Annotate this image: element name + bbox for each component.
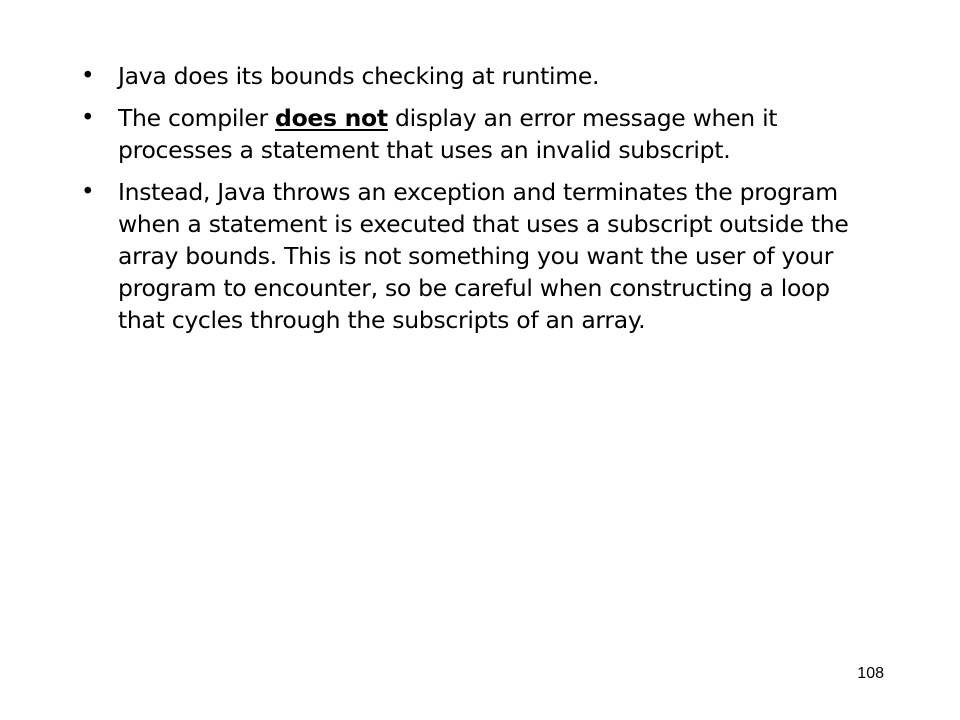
bullet-emphasis: does not [275,104,388,132]
bullet-icon: • [81,105,95,131]
bullet-list [78,60,878,346]
bullet-item-exception [78,176,878,336]
bullet-text: Java does its bounds checking at runtime. [118,62,600,90]
bullet-item-runtime-checking [78,60,878,92]
bullet-text-after: display an error message when it processes a statement that uses an invalid subscript. [118,104,778,164]
bullet-text-before: The compiler [118,104,276,132]
bullet-icon: • [81,63,95,89]
bullet-text: Instead, Java throws an exception and terminates the program when a statement is executed that uses a subscript outside the array bounds. This is not something you want the user of your program to encounter, so be careful when constructing a loop that cycles through the subscripts of an array. [118,178,849,334]
bullet-icon: • [81,179,95,205]
page-number: 108 [857,665,884,682]
bullet-item-compiler [78,102,878,166]
